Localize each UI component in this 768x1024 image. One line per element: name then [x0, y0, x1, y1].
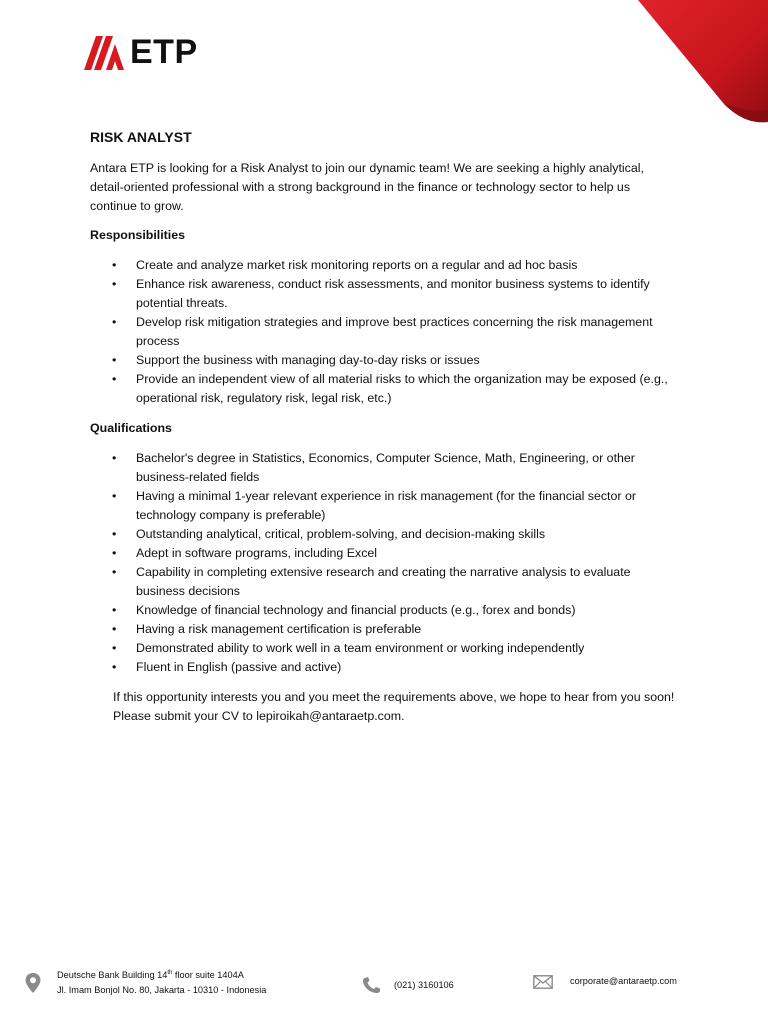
responsibilities-heading: Responsibilities — [90, 228, 186, 242]
list-item: • Develop risk mitigation strategies and improve best practices concerning the risk management process — [90, 313, 680, 351]
address-line-1: Deutsche Bank Building 14th floor suite 1404A — [57, 969, 244, 980]
list-item: • Enhance risk awareness, conduct risk assessments, and monitor business systems to identify potential threats. — [90, 275, 680, 313]
footer — [0, 965, 768, 1005]
list-item: • Provide an independent view of all material risks to which the organization may be exposed (e.g., operational risk, regulatory risk, legal risk, etc.) — [90, 370, 680, 408]
location-pin-icon — [24, 972, 42, 994]
responsibilities-list — [90, 256, 680, 408]
company-logo — [84, 33, 198, 71]
email-address: corporate@antaraetp.com — [570, 976, 677, 986]
envelope-icon — [533, 975, 553, 989]
list-item: • Create and analyze market risk monitoring reports on a regular and ad hoc basis — [90, 256, 680, 275]
address-text — [57, 968, 266, 998]
footer-address — [24, 968, 266, 998]
list-item: • Demonstrated ability to work well in a team environment or working independently — [90, 639, 680, 658]
list-item: • Having a risk management certification is preferable — [90, 620, 680, 639]
list-item: • Fluent in English (passive and active) — [90, 658, 680, 677]
footer-phone — [362, 976, 454, 994]
footer-email — [533, 974, 677, 989]
phone-icon — [362, 976, 382, 994]
intro-paragraph: Antara ETP is looking for a Risk Analyst to join our dynamic team! We are seeking a highly analytical, detail-oriented professional with a strong background in the finance or technology sector to help us continue to grow. — [90, 161, 644, 213]
logo-mark-icon — [84, 34, 126, 70]
list-item: • Bachelor's degree in Statistics, Economics, Computer Science, Math, Engineering, or other business-related fields — [90, 449, 680, 487]
list-item: • Knowledge of financial technology and financial products (e.g., forex and bonds) — [90, 601, 680, 620]
address-line-2: Jl. Imam Bonjol No. 80, Jakarta - 10310 - Indonesia — [57, 985, 267, 995]
page-title: RISK ANALYST — [90, 129, 192, 145]
list-item: • Outstanding analytical, critical, problem-solving, and decision-making skills — [90, 525, 680, 544]
qualifications-heading: Qualifications — [90, 421, 172, 435]
phone-number: (021) 3160106 — [394, 979, 454, 990]
closing-paragraph: If this opportunity interests you and you meet the requirements above, we hope to hear from you soon! Please submit your CV to lepiroikah@antaraetp.com. — [113, 690, 675, 723]
qualifications-list — [90, 449, 680, 677]
logo-wordmark: ETP — [130, 33, 198, 71]
list-item: • Capability in completing extensive research and creating the narrative analysis to evaluate business decisions — [90, 563, 680, 601]
job-posting — [90, 127, 680, 726]
list-item: • Support the business with managing day-to-day risks or issues — [90, 351, 680, 370]
list-item: • Having a minimal 1-year relevant experience in risk management (for the financial sector or technology company is preferable) — [90, 487, 680, 525]
corner-decoration — [638, 0, 768, 125]
list-item: • Adept in software programs, including Excel — [90, 544, 680, 563]
